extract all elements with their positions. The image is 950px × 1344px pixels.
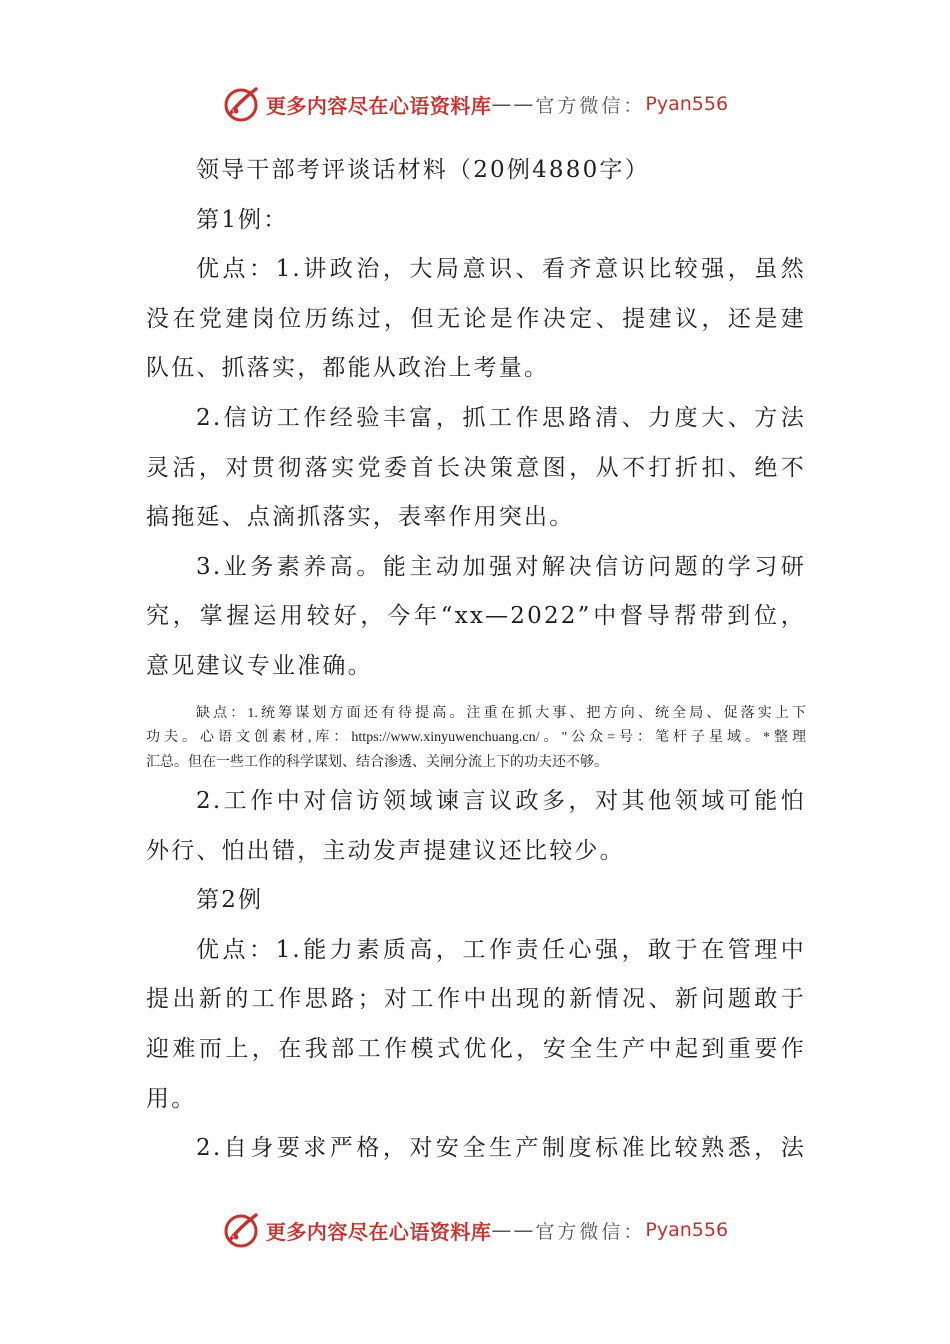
case1-cons-paragraph <box>146 692 806 778</box>
banner-wechat-id: Pyan556 <box>645 1219 729 1241</box>
banner-wechat-label: 官方微信： <box>535 1220 646 1243</box>
paragraph-line: 意见建议专业准确。 <box>146 652 373 679</box>
case2-pros-paragraph <box>146 926 806 1124</box>
case1-pros-paragraph <box>146 245 806 394</box>
paragraph-line: 究，掌握运用较好，今年“xx—2022”中督导帮带到位， <box>146 603 806 630</box>
paragraph-line: 优点：1.能力素质高，工作责任心强，敢于在管理中 <box>196 936 806 963</box>
document-title: 领导干部考评谈话材料（20例4880字） <box>196 157 650 183</box>
paragraph-line: 灵活，对贯彻落实党委首长决策意图，从不打折扣、绝不 <box>146 454 806 481</box>
banner-wechat-label: 官方微信： <box>535 94 646 117</box>
brush-logo-icon <box>222 84 262 124</box>
case1-heading: 第1例： <box>196 206 289 233</box>
paragraph-line: 2.工作中对信访领域谏言议政多，对其他领域可能怕 <box>196 788 806 815</box>
paragraph-line: 汇总。但在一些工作的科学谋划、结合渗透、关闸分流上下的功夫还不够。 <box>146 754 608 770</box>
paragraph-line: 优点：1.讲政治，大局意识、看齐意识比较强，虽然 <box>196 256 806 283</box>
case2-pro2-paragraph <box>146 1124 806 1174</box>
case1-pro3-paragraph <box>146 543 806 692</box>
header-banner <box>0 82 950 126</box>
banner-wechat-id: Pyan556 <box>645 93 729 115</box>
paragraph-line: 功夫。心语文创素材,库：https://www.xinyuwenchuang.cn/。"公众=号：笔杆子星域。*整理 <box>146 730 806 746</box>
paragraph-line: 用。 <box>146 1085 197 1112</box>
paragraph-line: 搞拖延、点滴抓落实，表率作用突出。 <box>146 504 575 531</box>
banner-separator: —— <box>491 1218 536 1242</box>
footer-banner <box>0 1208 950 1252</box>
paragraph-line: 缺点：1.统筹谋划方面还有待提高。注重在抓大事、把方向、统全局、促落实上下 <box>196 705 806 721</box>
brush-logo-icon <box>222 1210 262 1250</box>
banner-text: 更多内容尽在心语资料库 <box>265 93 492 118</box>
paragraph-line: 2.信访工作经验丰富，抓工作思路清、力度大、方法 <box>196 404 806 431</box>
paragraph-line: 3.业务素养高。能主动加强对解决信访问题的学习研 <box>196 553 806 580</box>
paragraph-line: 队伍、抓落实，都能从政治上考量。 <box>146 355 550 382</box>
document-body <box>146 146 806 1174</box>
banner-separator: —— <box>491 92 536 116</box>
paragraph-line: 迎难而上，在我部工作模式优化，安全生产中起到重要作 <box>146 1036 806 1062</box>
case1-pro2-paragraph <box>146 394 806 543</box>
case2-heading: 第2例 <box>196 887 264 914</box>
paragraph-line: 2.自身要求严格，对安全生产制度标准比较熟悉，法 <box>196 1135 806 1162</box>
case1-con2-paragraph <box>146 777 806 876</box>
paragraph-line: 没在党建岗位历练过，但无论是作决定、提建议，还是建 <box>146 305 806 332</box>
paragraph-line: 外行、怕出错，主动发声提建议还比较少。 <box>146 837 625 864</box>
paragraph-line: 提出新的工作思路；对工作中出现的新情况、新问题敢于 <box>146 986 806 1013</box>
banner-text: 更多内容尽在心语资料库 <box>265 1219 492 1244</box>
